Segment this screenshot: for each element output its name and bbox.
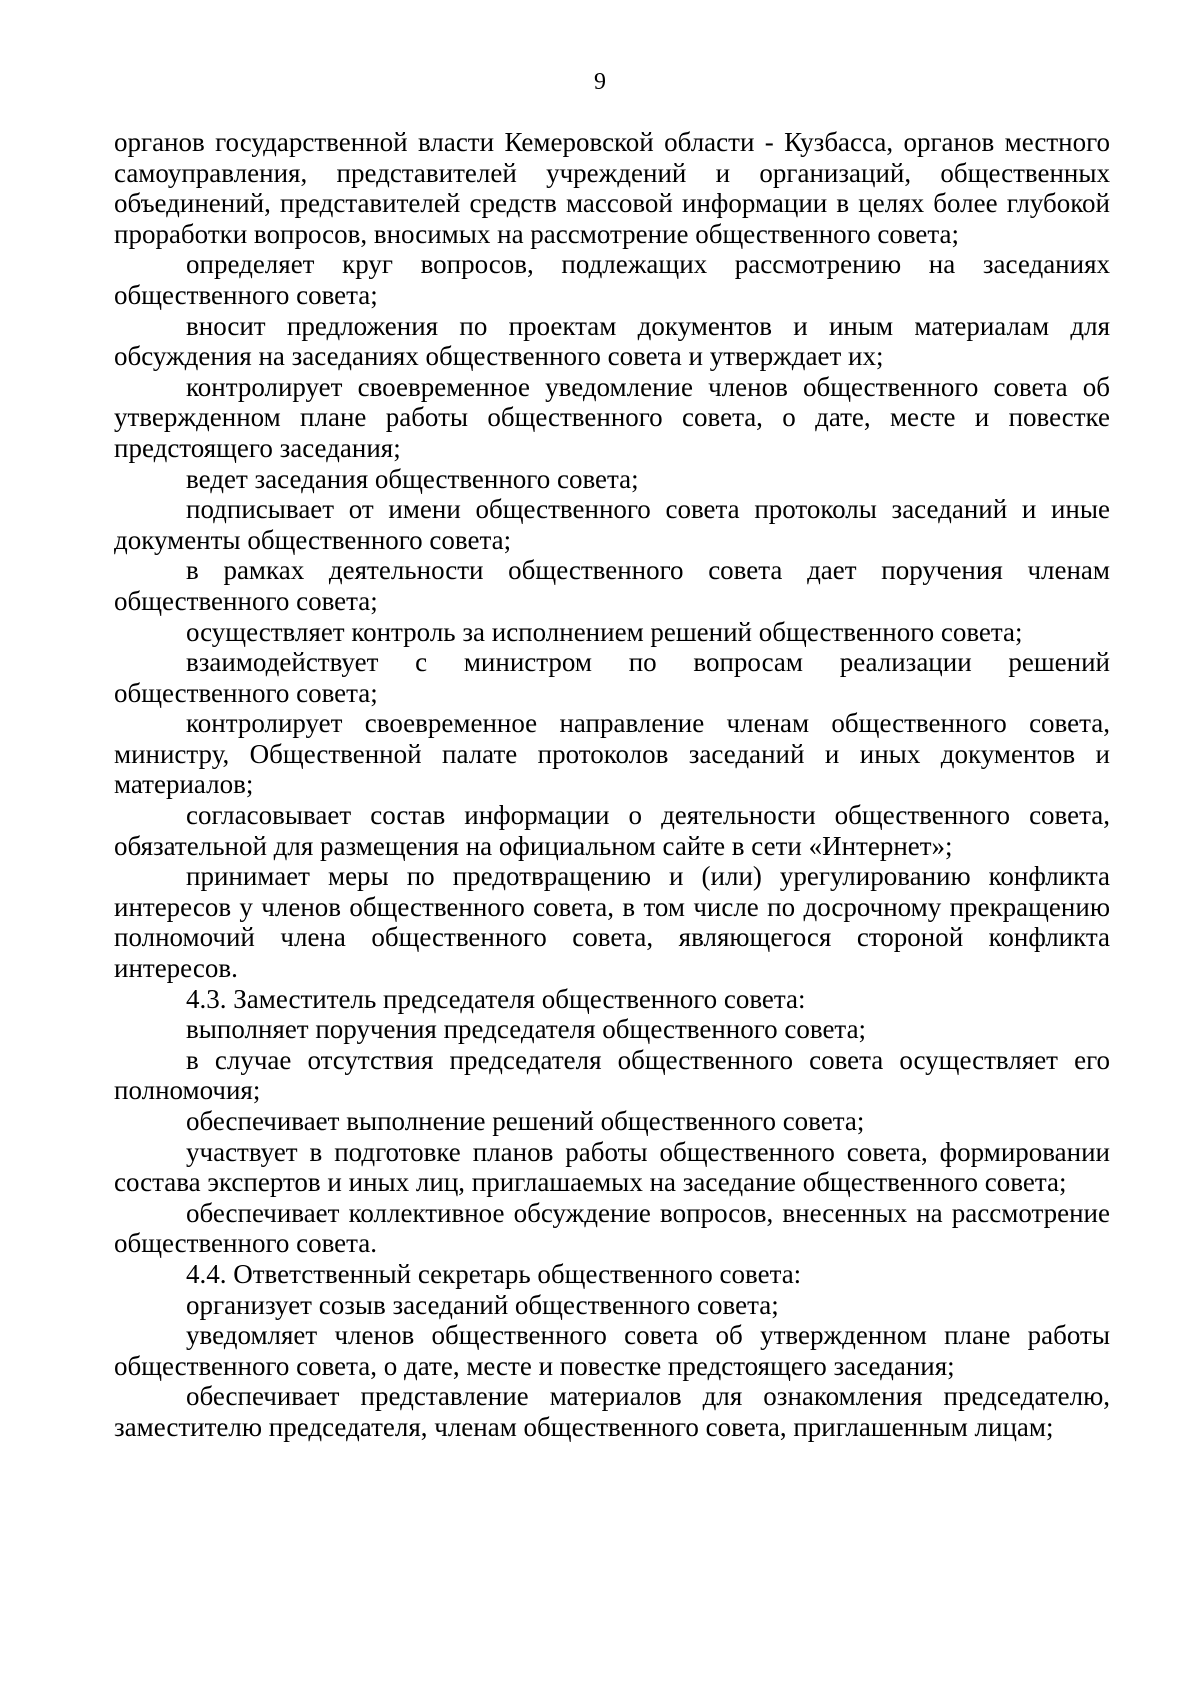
paragraph: контролирует своевременное направление членам общественного совета, министру, Общественной палате протоколов заседаний и иных документов и материалов; [114, 708, 1110, 800]
section-heading-4-3: 4.3. Заместитель председателя общественного совета: [186, 983, 806, 1014]
paragraph: органов государственной власти Кемеровской области - Кузбасса, органов местного самоуправления, представителей учреждений и организаций, общественных объединений, представителей средств массовой информации в целях более глубокой проработки вопросов, вносимых на рассмотрение общественного совета; [114, 127, 1110, 249]
paragraph: контролирует своевременное уведомление членов общественного совета об утвержденном плане работы общественного совета, о дате, месте и повестке предстоящего заседания; [114, 371, 1110, 463]
paragraph: ведет заседания общественного совета; [186, 463, 639, 494]
paragraph: взаимодействует с министром по вопросам реализации решений общественного совета; [114, 647, 1110, 708]
paragraph: обеспечивает выполнение решений общественного совета; [186, 1106, 865, 1136]
paragraph: вносит предложения по проектам документов и иным материалам для обсуждения на заседаниях общественного совета и утверждает их; [114, 310, 1110, 372]
section-heading-4-4: 4.4. Ответственный секретарь общественного совета: [186, 1258, 802, 1289]
paragraph: организует созыв заседаний общественного совета; [186, 1289, 779, 1320]
paragraph: согласовывает состав информации о деятельности общественного совета, обязательной для размещения на официальном сайте в сети «Интернет»; [114, 800, 1110, 861]
paragraph: в рамках деятельности общественного совета дает поручения членам общественного совета; [114, 555, 1110, 616]
paragraph: подписывает от имени общественного совета протоколы заседаний и иные документы общественного совета; [114, 494, 1110, 555]
paragraph: участвует в подготовке планов работы общественного совета, формировании состава экспертов и иных лиц, приглашаемых на заседание общественного совета; [114, 1136, 1110, 1198]
paragraph: обеспечивает представление материалов для ознакомления председателю, заместителю председателя, членам общественного совета, приглашенным лицам; [114, 1381, 1110, 1442]
paragraph: выполняет поручения председателя общественного совета; [186, 1014, 867, 1045]
paragraph: в случае отсутствия председателя общественного совета осуществляет его полномочия; [114, 1044, 1110, 1106]
paragraph: принимает меры по предотвращению и (или) урегулированию конфликта интересов у членов общественного совета, в том числе по досрочному прекращению полномочий члена общественного совета, являющегося стороной конфликта интересов. [114, 861, 1110, 984]
document-body [114, 127, 1110, 1443]
paragraph: уведомляет членов общественного совета об утвержденном плане работы общественного совета, о дате, месте и повестке предстоящего заседания; [114, 1320, 1110, 1381]
paragraph: обеспечивает коллективное обсуждение вопросов, внесенных на рассмотрение общественного совета. [114, 1197, 1110, 1259]
paragraph: определяет круг вопросов, подлежащих рассмотрению на заседаниях общественного совета; [114, 249, 1110, 310]
paragraph: осуществляет контроль за исполнением решений общественного совета; [186, 616, 1023, 647]
page-number: 9 [594, 69, 606, 95]
